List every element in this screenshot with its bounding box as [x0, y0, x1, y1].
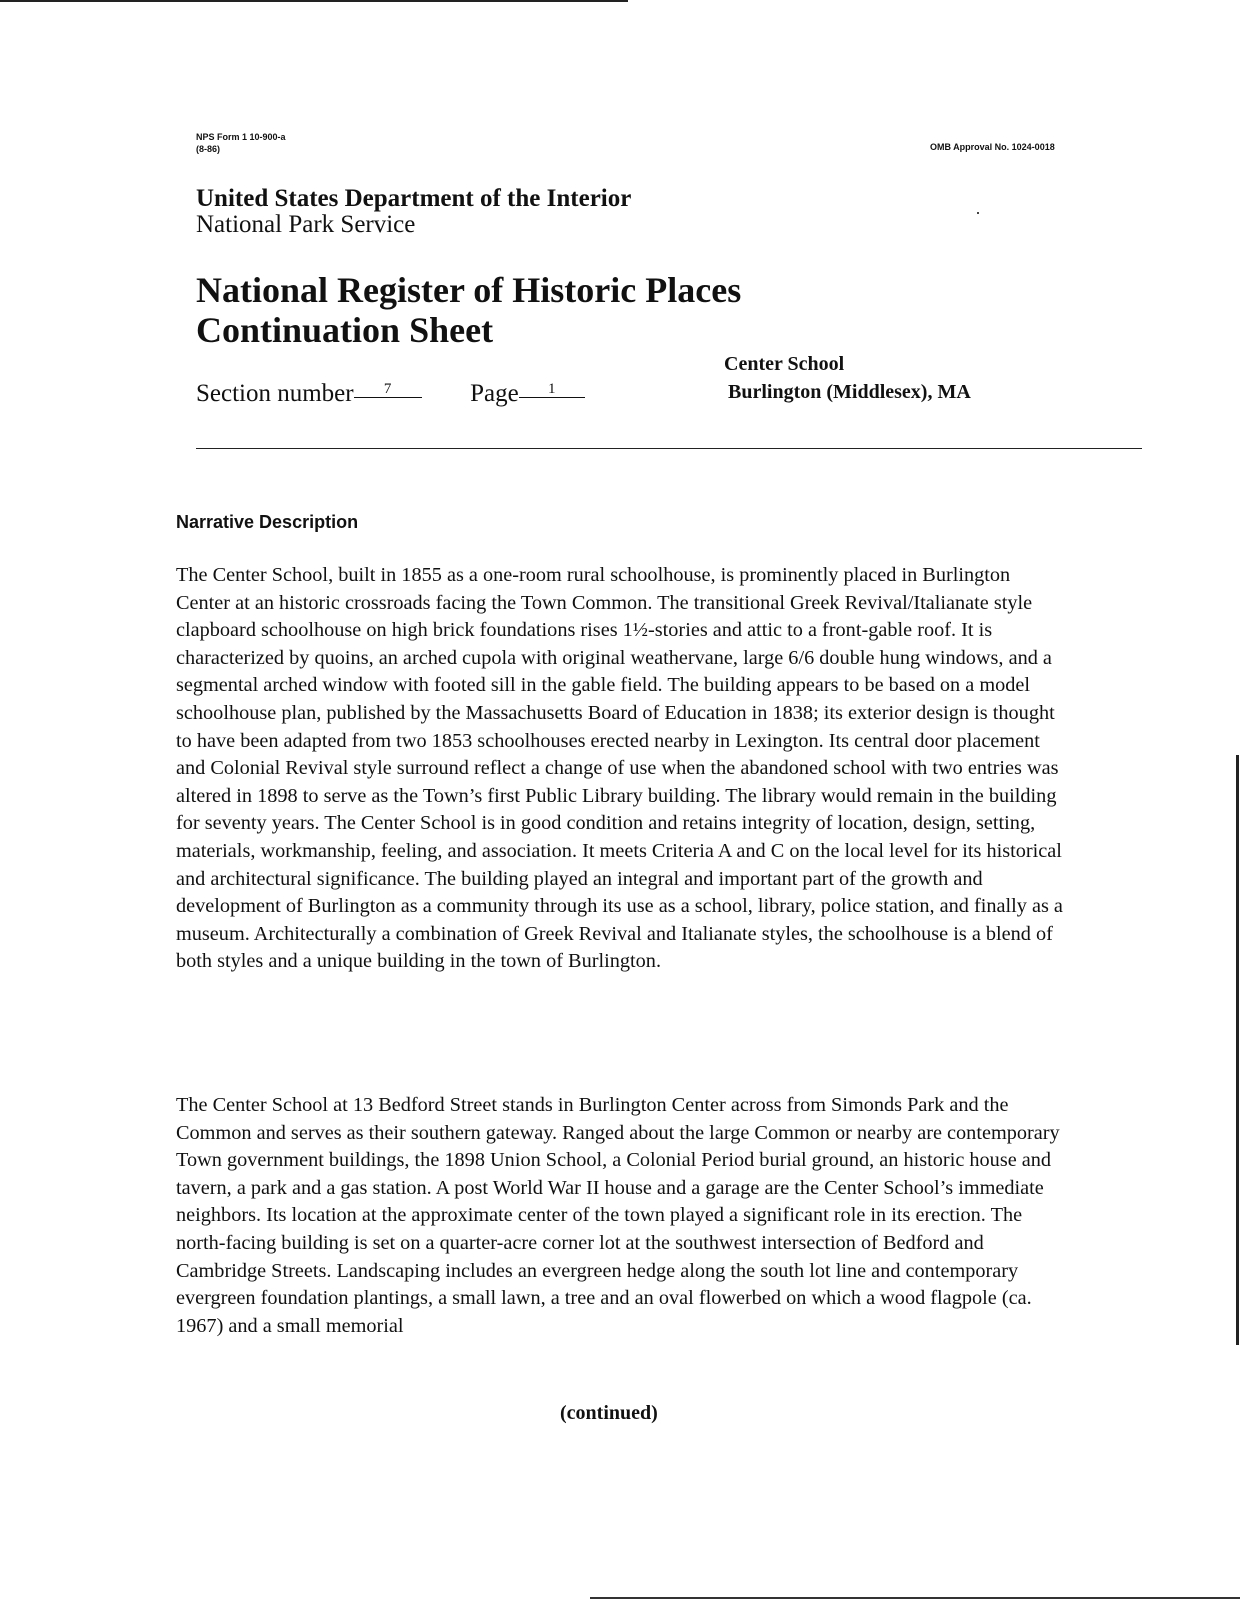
omb-approval: OMB Approval No. 1024-0018 [930, 142, 1055, 152]
title-line-2: Continuation Sheet [196, 310, 494, 350]
scan-edge-bottom [590, 1597, 1240, 1599]
header-divider [196, 448, 1142, 449]
page-title [196, 270, 741, 350]
scan-edge-right [1236, 755, 1239, 1345]
form-number: NPS Form 1 10-900-a [196, 132, 286, 142]
property-location: Burlington (Middlesex), MA [728, 381, 971, 403]
section-heading: Narrative Description [176, 512, 359, 532]
scan-edge-top [0, 0, 628, 2]
narrative-paragraph-2: The Center School at 13 Bedford Street stands in Burlington Center across from Simonds Park and the Common and serves as their southern gateway. Ranged about the large Common or nearby are contemporary Town government buildings, the 1898 Union School, a Colonial Period burial ground, an historic house and tavern, a park and a gas station. A post World War II house and a garage are the Center School’s immediate neighbors. Its location at the approximate center of the town played a significant role in its erection. The north-facing building is set on a quarter-acre corner lot at the southwest intersection of Bedford and Cambridge Streets. Landscaping includes an evergreen hedge along the south lot line and contemporary evergreen foundation plantings, a small lawn, a tree and an oval flowerbed on which a wood flagpole (ca. 1967) and a small memorial [176, 1094, 1060, 1337]
page-number-field: 1 [519, 381, 585, 398]
narrative-paragraph-1: The Center School, built in 1855 as a one-room rural schoolhouse, is prominently placed in Burlington Center at an historic crossroads facing the Town Common. The transitional Greek Revival/Italianate style clapboard schoolhouse on high brick foundations rises 1½-stories and attic to a front-gable roof. It is characterized by quoins, an arched cupola with original weathervane, large 6/6 double hung windows, and a segmental arched window with footed sill in the gable field. The building appears to be based on a model schoolhouse plan, published by the Massachusetts Board of Education in 1838; its exterior design is thought to have been adapted from two 1853 schoolhouses erected nearby in Lexington. Its central door placement and Colonial Revival style surround reflect a change of use when the abandoned school with two entries was altered in 1898 to serve as the Town’s first Public Library building. The library would remain in the building for seventy years. The Center School is in good condition and retains integrity of location, design, setting, materials, workmanship, feeling, and association. It meets Criteria A and C on the local level for its historical and architectural significance. The building played an integral and important part of the growth and development of Burlington as a community through its use as a school, library, police station, and finally as a museum. Architecturally a combination of Greek Revival and Italianate styles, the schoolhouse is a blend of both styles and a unique building in the town of Burlington. [176, 564, 1063, 973]
agency-block [196, 186, 631, 238]
title-line-1: National Register of Historic Places [196, 270, 742, 310]
section-row [196, 380, 585, 408]
section-number-field: 7 [354, 381, 422, 398]
property-block [724, 350, 971, 406]
form-revision: (8-86) [196, 144, 221, 154]
continued-note: (continued) [560, 1402, 658, 1424]
department-name: United States Department of the Interior [196, 185, 632, 212]
form-number-block [196, 131, 286, 155]
page-label: Page [470, 380, 519, 407]
property-name: Center School [724, 353, 845, 375]
section-label: Section number [196, 380, 354, 407]
service-name: National Park Service [196, 211, 416, 238]
scan-speck [977, 212, 979, 214]
